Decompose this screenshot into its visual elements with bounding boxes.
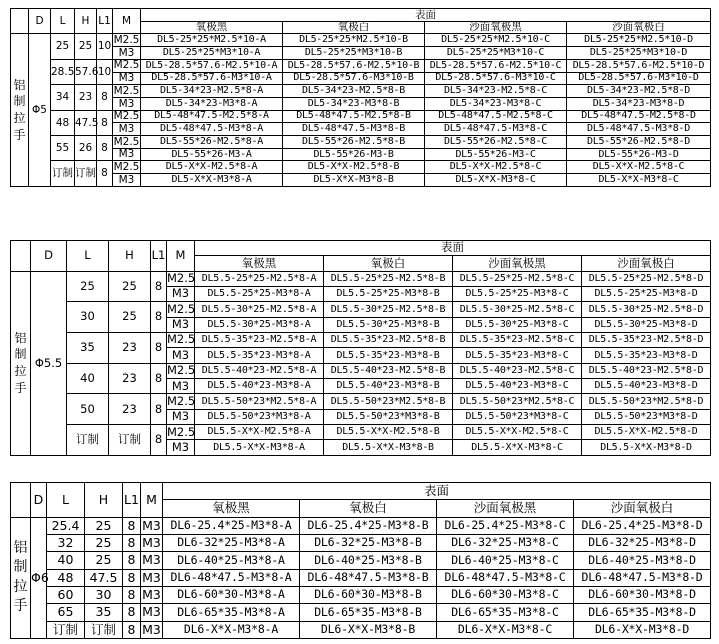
- cell-code: DL5-25*25*M2.5*10-C: [425, 34, 567, 47]
- cell-code: DL6-X*X-M3*8-A: [163, 621, 300, 638]
- cell-m: M2.5: [113, 84, 140, 97]
- cell-h: 23: [75, 85, 97, 110]
- cell-l: 40: [67, 363, 109, 394]
- cell-code: DL5.5-50*23*M3*8-D: [582, 409, 711, 424]
- cell-l: 订制: [47, 621, 85, 638]
- cell-m: M3: [167, 348, 195, 363]
- header-h: H: [75, 9, 97, 34]
- cell-m: M3: [167, 409, 195, 424]
- table-row: [11, 302, 711, 317]
- cell-code: DL5-55*26-M3-C: [425, 148, 567, 161]
- cell-code: DL5-28.5*57.6-M2.5*10-D: [567, 59, 711, 72]
- cell-l1: 8: [123, 517, 141, 534]
- cell-code: DL5-34*23-M2.5*8-B: [283, 85, 425, 98]
- cell-code: DL5.5-30*25-M2.5*8-B: [324, 302, 453, 317]
- product-label-cell: [11, 271, 31, 455]
- cell-code: DL5.5-30*25-M3*8-A: [195, 317, 324, 332]
- cell-code: DL5.5-X*X-M2.5*8-B: [324, 425, 453, 440]
- cell-code: DL5.5-30*25-M2.5*8-D: [582, 302, 711, 317]
- table-row: [11, 123, 711, 136]
- cell-code: DL5-34*23-M2.5*8-A: [141, 85, 283, 98]
- table-row: [11, 552, 711, 569]
- cell-m: M3: [142, 586, 161, 602]
- table-row: [11, 271, 711, 286]
- cell-code: DL5.5-30*25-M3*8-B: [324, 317, 453, 332]
- header-finish: 氧极黑: [163, 500, 300, 517]
- cell-code: DL5.5-X*X-M3*8-D: [582, 440, 711, 455]
- table-row: [11, 517, 711, 534]
- product-label: 铝制拉手: [14, 330, 27, 396]
- table-row: [11, 604, 711, 621]
- table-row: [11, 59, 711, 72]
- cell-code: DL6-65*35-M3*8-C: [437, 604, 574, 621]
- cell-h: 订制: [109, 425, 151, 456]
- cell-code: DL6-48*47.5-M3*8-A: [163, 569, 300, 586]
- table-row: [11, 161, 711, 174]
- table-row: [11, 47, 711, 60]
- cell-code: DL5-28.5*57.6-M3*10-C: [425, 72, 567, 85]
- cell-l: 48: [47, 569, 85, 586]
- cell-code: DL6-X*X-M3*8-B: [300, 621, 437, 638]
- cell-code: DL6-32*25-M3*8-C: [437, 534, 574, 551]
- cell-code: DL5.5-X*X-M3*8-A: [195, 440, 324, 455]
- cell-code: DL5.5-50*23*M2.5*8-A: [195, 394, 324, 409]
- header-d: D: [31, 483, 47, 518]
- cell-l: 30: [67, 302, 109, 333]
- cell-code: DL6-32*25-M3*8-A: [163, 534, 300, 551]
- cell-m: M2.5: [113, 135, 140, 148]
- cell-code: DL5.5-50*23*M2.5*8-B: [324, 394, 453, 409]
- table-row: [11, 34, 711, 47]
- cell-code: DL5.5-30*25-M3*8-D: [582, 317, 711, 332]
- cell-m: M3: [142, 604, 161, 620]
- cell-code: DL6-X*X-M3*8-C: [437, 621, 574, 638]
- cell-code: DL5.5-X*X-M2.5*8-C: [453, 425, 582, 440]
- cell-code: DL5.5-35*23-M3*8-B: [324, 348, 453, 363]
- cell-l1: 8: [151, 394, 167, 425]
- cell-code: DL6-65*35-M3*8-D: [574, 604, 711, 621]
- cell-code: DL5.5-50*23*M2.5*8-C: [453, 394, 582, 409]
- cell-l1: 8: [151, 425, 167, 456]
- table-row: [11, 394, 711, 409]
- cell-l: 25: [51, 34, 75, 59]
- cell-l1: 8: [97, 136, 113, 161]
- header-surface: 表面: [195, 241, 711, 256]
- product-label-cell: [11, 517, 31, 638]
- cell-m: M2.5: [167, 271, 196, 286]
- cell-code: DL5.5-40*23-M2.5*8-C: [453, 363, 582, 378]
- cell-h: 25: [85, 552, 123, 569]
- cell-code: DL5-X*X-M2.5*8-A: [141, 161, 283, 174]
- cell-h: 47.5: [75, 110, 97, 135]
- cell-code: DL5.5-35*23-M2.5*8-A: [195, 333, 324, 348]
- diameter-cell: Φ5: [29, 34, 51, 186]
- cell-code: DL5-55*26-M3-A: [141, 148, 283, 161]
- header-d: D: [31, 241, 67, 272]
- cell-code: DL5.5-25*25-M2.5*8-D: [582, 271, 711, 286]
- cell-m: M2.5: [113, 110, 140, 123]
- cell-code: DL5-48*47.5-M2.5*8-D: [567, 110, 711, 123]
- cell-code: DL5.5-40*23-M3*8-C: [453, 379, 582, 394]
- cell-m: M2.5: [113, 34, 140, 46]
- cell-code: DL5-25*25*M3*10-D: [567, 47, 711, 60]
- cell-code: DL5-28.5*57.6-M2.5*10-B: [283, 59, 425, 72]
- cell-code: DL5.5-50*23*M3*8-B: [324, 409, 453, 424]
- cell-code: DL5-55*26-M3-B: [283, 148, 425, 161]
- cell-l: 60: [47, 586, 85, 603]
- cell-l: 32: [47, 534, 85, 551]
- cell-code: DL6-25.4*25-M3*8-D: [574, 517, 711, 534]
- cell-code: DL5.5-40*23-M2.5*8-A: [195, 363, 324, 378]
- cell-l: 25: [67, 271, 109, 302]
- cell-h: 57.6: [75, 59, 97, 84]
- cell-m: M3: [142, 534, 161, 550]
- cell-l: 订制: [51, 161, 75, 186]
- cell-code: DL5.5-25*25-M3*8-A: [195, 287, 324, 302]
- cell-l1: 8: [151, 333, 167, 364]
- cell-code: DL5.5-25*25-M2.5*8-B: [324, 271, 453, 286]
- cell-h: 30: [85, 586, 123, 603]
- cell-code: DL6-40*25-M3*8-A: [163, 552, 300, 569]
- header-l1: L1: [97, 9, 113, 34]
- cell-code: DL6-40*25-M3*8-C: [437, 552, 574, 569]
- cell-l: 订制: [67, 425, 109, 456]
- cell-code: DL5.5-40*23-M3*8-D: [582, 379, 711, 394]
- cell-l1: 10: [97, 34, 113, 59]
- cell-m: M3: [167, 287, 195, 302]
- cell-l: 34: [51, 85, 75, 110]
- header-finish: 氧极黑: [141, 21, 283, 34]
- header-finish: 沙面氧极黑: [437, 500, 574, 517]
- product-label: 铝制拉手: [13, 77, 26, 142]
- table-row: [11, 174, 711, 187]
- cell-code: DL5-48*47.5-M2.5*8-C: [425, 110, 567, 123]
- cell-code: DL5.5-25*25-M3*8-B: [324, 287, 453, 302]
- header-finish: 沙面氧极白: [582, 256, 711, 271]
- cell-h: 25: [109, 302, 151, 333]
- header-l1: L1: [123, 483, 141, 518]
- cell-l: 35: [67, 333, 109, 364]
- cell-code: DL5-34*23-M3*8-C: [425, 97, 567, 110]
- cell-code: DL5-X*X-M3*8-C: [567, 174, 711, 187]
- cell-l: 55: [51, 136, 75, 161]
- table-row: [11, 110, 711, 123]
- cell-m: M3: [113, 174, 141, 187]
- cell-l1: 8: [123, 604, 141, 621]
- header-finish: 氧极白: [283, 21, 425, 34]
- cell-m: M2.5: [113, 161, 140, 174]
- cell-m: M3: [167, 379, 195, 394]
- cell-code: DL5-34*23-M3*8-B: [283, 97, 425, 110]
- cell-l1: 8: [151, 363, 167, 394]
- cell-l1: 8: [123, 586, 141, 603]
- handle-spec-table-d55: [10, 240, 711, 456]
- cell-m: M3: [113, 123, 141, 136]
- cell-code: DL5-55*26-M2.5*8-B: [283, 136, 425, 149]
- cell-l: 28.5: [51, 59, 75, 84]
- cell-code: DL5-28.5*57.6-M3*10-D: [567, 72, 711, 85]
- cell-l1: 8: [97, 110, 113, 135]
- cell-code: DL5-48*47.5-M3*8-B: [283, 123, 425, 136]
- header-m: M: [113, 9, 141, 34]
- cell-code: DL5.5-40*23-M3*8-B: [324, 379, 453, 394]
- cell-m: M2.5: [167, 363, 196, 378]
- cell-code: DL5.5-25*25-M2.5*8-A: [195, 271, 324, 286]
- cell-code: DL5-X*X-M3*8-B: [283, 174, 425, 187]
- cell-l: 65: [47, 604, 85, 621]
- cell-code: DL5.5-35*23-M2.5*8-D: [582, 333, 711, 348]
- cell-l: 50: [67, 394, 109, 425]
- diameter-cell: Φ6: [31, 517, 47, 638]
- diameter-cell: Φ5.5: [31, 271, 67, 455]
- product-label: 铝制拉手: [13, 539, 28, 615]
- header-m: M: [141, 483, 163, 518]
- cell-code: DL5.5-X*X-M2.5*8-D: [582, 425, 711, 440]
- table-row: [11, 621, 711, 638]
- cell-code: DL5-55*26-M3-D: [567, 148, 711, 161]
- cell-h: 26: [75, 136, 97, 161]
- cell-code: DL5-34*23-M2.5*8-C: [425, 85, 567, 98]
- table-row: [11, 72, 711, 85]
- cell-m: M3: [142, 569, 161, 585]
- cell-code: DL5.5-40*23-M2.5*8-D: [582, 363, 711, 378]
- cell-h: 23: [109, 333, 151, 364]
- cell-code: DL6-65*35-M3*8-A: [163, 604, 300, 621]
- cell-code: DL6-48*47.5-M3*8-D: [574, 569, 711, 586]
- cell-code: DL5.5-35*23-M3*8-A: [195, 348, 324, 363]
- cell-code: DL5-28.5*57.6-M3*10-B: [283, 72, 425, 85]
- cell-code: DL5.5-30*25-M2.5*8-C: [453, 302, 582, 317]
- header-finish: 沙面氧极黑: [453, 256, 582, 271]
- cell-code: DL5.5-35*23-M3*8-D: [582, 348, 711, 363]
- table-row: [11, 569, 711, 586]
- cell-code: DL5-X*X-M2.5*8-B: [283, 161, 425, 174]
- cell-code: DL5-48*47.5-M2.5*8-B: [283, 110, 425, 123]
- table-row: [11, 97, 711, 110]
- cell-h: 25: [75, 34, 97, 59]
- cell-l1: 8: [123, 552, 141, 569]
- cell-code: DL5-25*25*M2.5*10-B: [283, 34, 425, 47]
- header-surface: 表面: [141, 9, 711, 22]
- cell-code: DL6-32*25-M3*8-B: [300, 534, 437, 551]
- cell-m: M3: [167, 440, 195, 455]
- cell-code: DL6-65*35-M3*8-B: [300, 604, 437, 621]
- header-l: L: [47, 483, 85, 518]
- cell-code: DL6-X*X-M3*8-D: [574, 621, 711, 638]
- cell-m: M2.5: [113, 59, 140, 72]
- cell-code: DL5-25*25*M2.5*10-D: [567, 34, 711, 47]
- header-finish: 沙面氧极白: [574, 500, 711, 517]
- cell-code: DL5-X*X-M2.5*8-C: [567, 161, 711, 174]
- cell-code: DL5.5-X*X-M3*8-B: [324, 440, 453, 455]
- cell-code: DL5-X*X-M3*8-A: [141, 174, 283, 187]
- cell-code: DL5-28.5*57.6-M2.5*10-C: [425, 59, 567, 72]
- cell-code: DL6-48*47.5-M3*8-C: [437, 569, 574, 586]
- cell-code: DL5-25*25*M3*10-C: [425, 47, 567, 60]
- cell-code: DL6-25.4*25-M3*8-A: [163, 517, 300, 534]
- cell-h: 订制: [75, 161, 97, 186]
- cell-code: DL6-25.4*25-M3*8-B: [300, 517, 437, 534]
- cell-m: M2.5: [167, 332, 196, 347]
- cell-code: DL5-55*26-M2.5*8-C: [425, 136, 567, 149]
- cell-m: M2.5: [167, 393, 196, 408]
- cell-l1: 8: [97, 161, 113, 186]
- cell-m: M2.5: [167, 424, 196, 439]
- cell-l1: 8: [151, 302, 167, 333]
- cell-l: 48: [51, 110, 75, 135]
- cell-m: M3: [113, 148, 141, 161]
- cell-h: 25: [85, 534, 123, 551]
- header-surface: 表面: [163, 483, 711, 500]
- header-finish: 沙面氧极白: [567, 21, 711, 34]
- cell-code: DL6-60*30-M3*8-D: [574, 586, 711, 603]
- header-finish: 沙面氧极黑: [425, 21, 567, 34]
- header-h: H: [109, 241, 151, 272]
- cell-code: DL6-32*25-M3*8-D: [574, 534, 711, 551]
- cell-h: 订制: [85, 621, 123, 638]
- table-row: [11, 425, 711, 440]
- header-l1: L1: [151, 241, 167, 272]
- table-row: [11, 586, 711, 603]
- handle-spec-table-d5: [10, 8, 711, 187]
- cell-code: DL6-48*47.5-M3*8-B: [300, 569, 437, 586]
- cell-code: DL5.5-25*25-M3*8-C: [453, 287, 582, 302]
- header-h: H: [85, 483, 123, 518]
- cell-m: M3: [113, 72, 141, 85]
- cell-code: DL5.5-50*23*M3*8-C: [453, 409, 582, 424]
- cell-code: DL5.5-35*23-M3*8-C: [453, 348, 582, 363]
- cell-code: DL6-40*25-M3*8-D: [574, 552, 711, 569]
- cell-code: DL5-25*25*M3*10-A: [141, 47, 283, 60]
- cell-code: DL6-60*30-M3*8-C: [437, 586, 574, 603]
- cell-code: DL5-25*25*M3*10-B: [283, 47, 425, 60]
- header-d: D: [29, 9, 51, 34]
- cell-h: 23: [109, 394, 151, 425]
- cell-m: M3: [113, 97, 141, 110]
- cell-code: DL5.5-35*23-M2.5*8-B: [324, 333, 453, 348]
- header-finish: 氧极白: [300, 500, 437, 517]
- cell-m: M2.5: [167, 301, 196, 316]
- cell-code: DL5.5-X*X-M2.5*8-A: [195, 425, 324, 440]
- cell-code: DL5.5-25*25-M3*8-D: [582, 287, 711, 302]
- table-row: [11, 333, 711, 348]
- cell-code: DL5-28.5*57.6-M3*10-A: [141, 72, 283, 85]
- cell-m: M3: [142, 517, 161, 533]
- cell-code: DL5-X*X-M2.5*8-C: [425, 161, 567, 174]
- table-row: [11, 136, 711, 149]
- header-l: L: [51, 9, 75, 34]
- cell-l1: 8: [97, 85, 113, 110]
- cell-l1: 8: [151, 271, 167, 302]
- table-row: [11, 363, 711, 378]
- cell-code: DL5-25*25*M2.5*10-A: [141, 34, 283, 47]
- header-blank: [11, 241, 31, 272]
- cell-l1: 8: [123, 621, 141, 638]
- cell-m: M3: [167, 317, 195, 332]
- header-finish: 氧极黑: [195, 256, 324, 271]
- cell-h: 35: [85, 604, 123, 621]
- cell-h: 47.5: [85, 569, 123, 586]
- header-finish: 氧极白: [324, 256, 453, 271]
- cell-code: DL5.5-30*25-M3*8-C: [453, 317, 582, 332]
- cell-code: DL5-48*47.5-M3*8-D: [567, 123, 711, 136]
- cell-m: M3: [142, 552, 161, 568]
- cell-code: DL6-60*30-M3*8-B: [300, 586, 437, 603]
- cell-code: DL5-55*26-M2.5*8-D: [567, 136, 711, 149]
- cell-l1: 8: [123, 569, 141, 586]
- product-label-cell: [11, 34, 29, 186]
- cell-l1: 8: [123, 534, 141, 551]
- cell-m: M3: [142, 621, 161, 637]
- cell-code: DL5.5-50*23*M2.5*8-D: [582, 394, 711, 409]
- cell-code: DL5-28.5*57.6-M2.5*10-A: [141, 59, 283, 72]
- cell-code: DL5.5-25*25-M2.5*8-C: [453, 271, 582, 286]
- cell-code: DL5.5-40*23-M3*8-A: [195, 379, 324, 394]
- header-blank: [11, 483, 31, 518]
- cell-l1: 10: [97, 59, 113, 84]
- cell-code: DL5-48*47.5-M3*8-C: [425, 123, 567, 136]
- handle-spec-table-d6: [10, 482, 711, 639]
- cell-code: DL5.5-40*23-M2.5*8-B: [324, 363, 453, 378]
- cell-code: DL5-48*47.5-M2.5*8-A: [141, 110, 283, 123]
- cell-code: DL5.5-30*25-M2.5*8-A: [195, 302, 324, 317]
- cell-code: DL5-34*23-M3*8-A: [141, 97, 283, 110]
- cell-l: 25.4: [47, 517, 85, 534]
- cell-code: DL6-40*25-M3*8-B: [300, 552, 437, 569]
- header-l: L: [67, 241, 109, 272]
- cell-m: M3: [113, 47, 141, 60]
- header-blank: [11, 9, 29, 34]
- header-m: M: [167, 241, 195, 272]
- cell-code: DL5.5-X*X-M3*8-C: [453, 440, 582, 455]
- cell-code: DL5-55*26-M2.5*8-A: [141, 136, 283, 149]
- cell-l: 40: [47, 552, 85, 569]
- table-row: [11, 148, 711, 161]
- cell-code: DL5-34*23-M3*8-D: [567, 97, 711, 110]
- cell-h: 25: [109, 271, 151, 302]
- cell-code: DL5-X*X-M3*8-C: [425, 174, 567, 187]
- table-row: [11, 534, 711, 551]
- cell-h: 25: [85, 517, 123, 534]
- cell-code: DL5.5-50*23*M3*8-A: [195, 409, 324, 424]
- table-row: [11, 85, 711, 98]
- cell-code: DL6-60*30-M3*8-A: [163, 586, 300, 603]
- cell-code: DL5-48*47.5-M3*8-A: [141, 123, 283, 136]
- cell-code: DL5-34*23-M2.5*8-D: [567, 85, 711, 98]
- cell-code: DL5.5-35*23-M2.5*8-C: [453, 333, 582, 348]
- cell-code: DL6-25.4*25-M3*8-C: [437, 517, 574, 534]
- cell-h: 23: [109, 363, 151, 394]
